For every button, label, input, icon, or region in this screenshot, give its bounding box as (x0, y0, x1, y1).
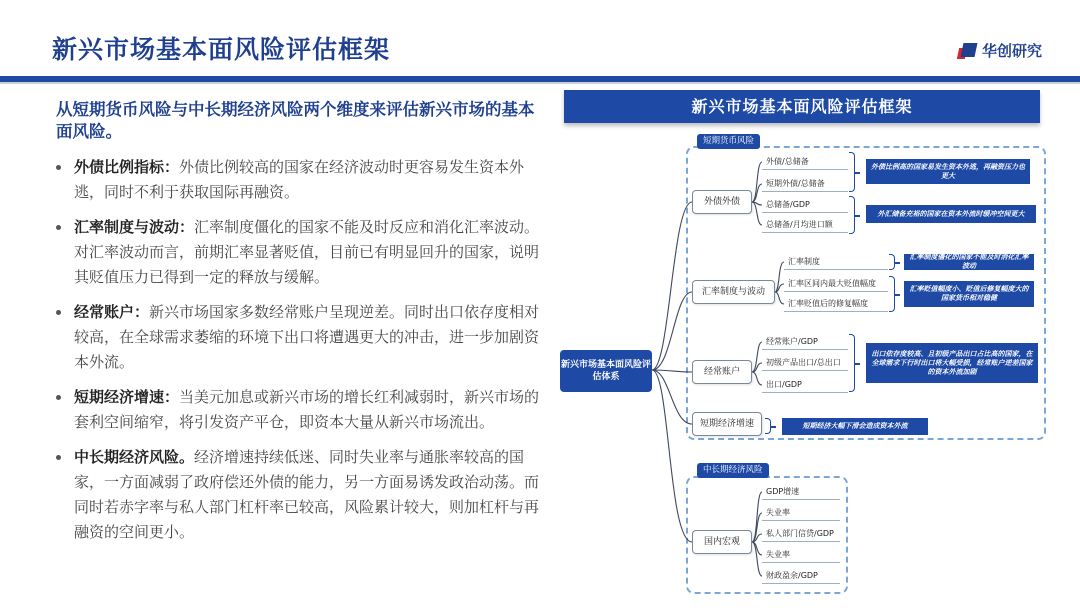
leaf-item: 汇率制度 (788, 257, 820, 266)
leaf-underline (762, 392, 848, 393)
bracket (889, 254, 895, 270)
logo-text: 华创研究 (982, 42, 1043, 60)
leaf-underline (784, 269, 888, 270)
leaf-item: 失业率 (766, 550, 790, 559)
bullet-body: 外债比例较高的国家在经济波动时更容易发生资本外逃，同时不利于获取国际再融资。 (74, 158, 525, 201)
category-growth: 短期经济增速 (692, 412, 762, 436)
header-divider-sub (0, 82, 1080, 84)
bullet-head: 外债比例指标： (74, 158, 180, 176)
leaf-item: 短期外债/总储备 (766, 179, 825, 188)
leaf-item: 私人部门信贷/GDP (766, 529, 834, 538)
page-title: 新兴市场基本面风险评估框架 (52, 35, 391, 64)
bullet-head: 汇率制度与波动： (74, 218, 195, 236)
bullet-list (56, 155, 542, 555)
leaf-item: 总储备/GDP (766, 200, 810, 209)
leaf-underline (762, 520, 840, 521)
bullet-item (56, 445, 542, 545)
category-fx: 汇率制度与波动 (692, 280, 775, 304)
bullet-item (56, 385, 542, 435)
bullet-body: 当美元加息或新兴市场的增长红利减弱时，新兴市场的套利空间缩窄，将引发资产平仓，即资本大量从新兴市场流出。 (74, 388, 540, 431)
bullet-item (56, 215, 542, 290)
bracket (889, 276, 895, 312)
leaf-underline (762, 583, 840, 584)
bullet-item (56, 300, 542, 375)
leaf-underline (762, 499, 840, 500)
bracket (765, 418, 771, 434)
category-current-account: 经常账户 (692, 360, 752, 384)
annotation-note: 外汇储备充裕的国家在资本外流时缓冲空间更大 (866, 205, 1036, 223)
bracket (849, 152, 855, 192)
leaf-underline (784, 311, 888, 312)
leaf-item: 初级产品出口/总出口 (766, 358, 841, 367)
annotation-note: 出口依存度较高、且初级产品出口占比高的国家，在全球需求下行时出口将大幅受损，经常账户逆差国家的资本外流加剧 (866, 343, 1038, 383)
bracket (849, 196, 855, 234)
leaf-underline (762, 541, 840, 542)
short-term-tag: 短期货币风险 (697, 134, 760, 149)
category-debt: 外债外债 (692, 190, 752, 214)
leaf-item: 总储备/月均进口额 (766, 220, 833, 229)
leaf-item: 汇率贬值后的修复幅度 (788, 299, 868, 308)
logo-icon (958, 43, 976, 59)
leaf-underline (762, 191, 848, 192)
annotation-note: 外债比例高的国家易发生资本外逃，再融资压力也更大 (866, 159, 1030, 184)
lead-text: 从短期货币风险与中长期经济风险两个维度来评估新兴市场的基本面风险。 (56, 100, 535, 141)
annotation-note: 汇率制度僵化的国家不能及时消化汇率波动 (904, 254, 1034, 270)
leaf-underline (762, 232, 848, 233)
leaf-underline (762, 169, 848, 170)
long-term-tag: 中长期经济风险 (697, 463, 769, 478)
annotation-note: 短期经济大幅下滑会造成资本外流 (782, 418, 928, 435)
leaf-item: 经常账户/GDP (766, 337, 818, 346)
leaf-underline (762, 370, 848, 371)
leaf-item: 外债/总储备 (766, 157, 809, 166)
leaf-underline (762, 349, 848, 350)
brand-logo (958, 40, 1042, 61)
leaf-item: GDP增速 (766, 487, 800, 496)
leaf-item: 出口/GDP (766, 380, 802, 389)
bullet-body: 经济增速持续低迷、同时失业率与通胀率较高的国家，一方面减弱了政府偿还外债的能力，另一方面易诱发政治动荡。而同时若赤字率与私人部门杠杆率已较高，风险累计较大，则加杠杆与再融资的空间更小。 (74, 448, 540, 541)
root-node: 新兴市场基本面风险评估体系 (560, 350, 652, 392)
bullet-head: 短期经济增速： (74, 388, 180, 406)
leaf-underline (762, 562, 840, 563)
bullet-item (56, 155, 542, 205)
leaf-item: 财政盈余/GDP (766, 571, 818, 580)
bullet-body: 汇率制度僵化的国家不能及时反应和消化汇率波动。对汇率波动而言，前期汇率显著贬值，目前已有明显回升的国家，说明其贬值压力已得到一定的释放与缓解。 (74, 218, 540, 286)
diagram-title: 新兴市场基本面风险评估框架 (564, 90, 1040, 123)
bracket (849, 334, 855, 392)
annotation-note: 汇率贬值幅度小、贬值后修复幅度大的国家货币相对稳健 (904, 281, 1034, 307)
bullet-head: 经常账户： (74, 303, 150, 321)
bullet-body: 新兴市场国家多数经常账户呈现逆差。同时出口依存度相对较高，在全球需求萎缩的环境下出口将遭遇更大的冲击，进一步加剧资本外流。 (74, 303, 540, 371)
bullet-head: 中长期经济风险。 (74, 448, 195, 466)
category-domestic-macro: 国内宏观 (692, 530, 752, 554)
leaf-underline (784, 291, 888, 292)
leaf-underline (762, 212, 848, 213)
leaf-item: 汇率区间内最大贬值幅度 (788, 279, 876, 288)
leaf-item: 失业率 (766, 508, 790, 517)
